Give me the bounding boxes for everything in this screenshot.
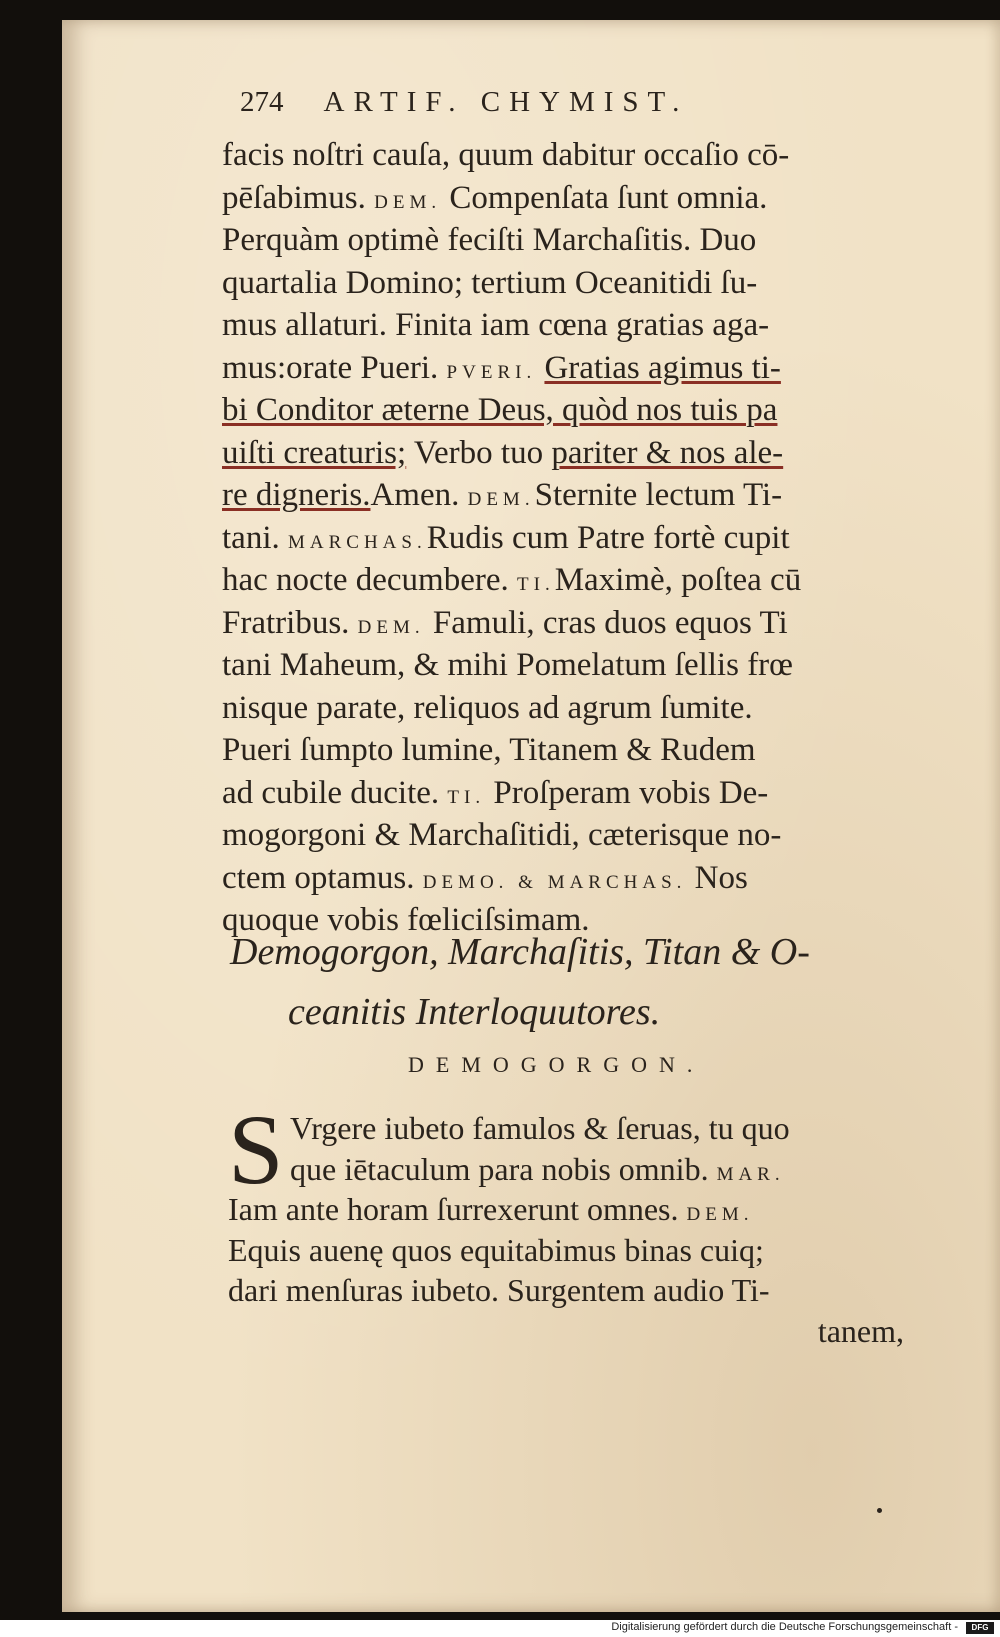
- underlined-text: bi Conditor æterne Deus, quòd nos tuis pa: [222, 392, 778, 428]
- text-run: Nos: [686, 859, 748, 896]
- speaker-abbreviation: DEM.: [374, 191, 442, 213]
- text-run: pēſabimus.: [222, 179, 375, 216]
- text-line: [222, 687, 902, 730]
- text-line: [222, 644, 902, 687]
- text-line: [222, 602, 902, 645]
- text-run: facis noſtri cauſa, quum dabitur occaſio cō-: [222, 137, 790, 173]
- text-run: mogorgoni & Marchaſitidi, cæterisque no-: [222, 817, 782, 853]
- text-line: [222, 389, 902, 432]
- text-run: quartalia Domino; tertium Oceanitidi ſu-: [222, 264, 758, 301]
- text-run: Famuli, cras duos equos Ti: [424, 604, 788, 641]
- text-run: Equis auenę quos equitabimus binas cuiq;: [228, 1231, 764, 1268]
- text-line: [222, 134, 902, 177]
- text-run: tani.: [222, 519, 288, 556]
- text-line: [222, 857, 902, 900]
- text-run: ctem optamus.: [222, 859, 423, 896]
- text-run: ad cubile ducite.: [222, 774, 448, 811]
- text-run: hac nocte decumbere.: [222, 562, 518, 598]
- text-line: [222, 347, 902, 390]
- dialogue-paragraph-2: [228, 1108, 918, 1351]
- text-run: Vrgere iubeto famulos & ſeruas, tu quo: [290, 1110, 790, 1146]
- speaker-abbreviation: DEMO. & MARCHAS.: [422, 871, 687, 893]
- text-run: mus:orate Pueri.: [222, 349, 447, 386]
- text-line: [222, 814, 902, 857]
- text-run: nisque parate, reliquos ad agrum ſumite.: [222, 689, 753, 726]
- speaker-abbreviation: MARCHAS.: [287, 531, 427, 553]
- underlined-text: re digneris.: [222, 477, 371, 513]
- speaker-abbreviation: DEM.: [686, 1204, 754, 1225]
- text-line: [228, 1270, 918, 1311]
- section-heading-line-1: Demogorgon, Marchaſitis, Titan & O-: [230, 931, 810, 973]
- speaker-abbreviation: TI.: [447, 786, 486, 808]
- speaker-abbreviation: PVERI.: [446, 361, 537, 383]
- text-line: [228, 1189, 918, 1230]
- text-line: [222, 559, 902, 602]
- text-line: [222, 219, 902, 262]
- text-run: tani Maheum, & mihi Pomelatum ſellis frœ: [222, 647, 794, 683]
- text-run: mus allaturi. Finita iam cœna gratias aga-: [222, 307, 770, 343]
- speaker-name: DEMOGORGON.: [408, 1052, 705, 1077]
- underlined-text: pariter & nos ale-: [551, 434, 784, 471]
- footer-credit: Digitalisierung gefördert durch die Deutsche Forschungsgemeinschaft -: [611, 1621, 958, 1633]
- ink-speck: [877, 1508, 882, 1513]
- text-line: [222, 517, 902, 560]
- text-line: [222, 729, 902, 772]
- underlined-text: Gratias agimus ti-: [544, 349, 781, 386]
- text-run: Pueri ſumpto lumine, Titanem & Rudem: [222, 732, 756, 768]
- speaker-abbreviation: TI.: [517, 574, 555, 595]
- speaker-abbreviation: DEM.: [467, 489, 535, 510]
- drop-capital: S: [228, 1094, 284, 1205]
- running-title: ARTIF. CHYMIST.: [323, 86, 689, 118]
- text-run: Perquàm optimè feciſti Marchaſitis. Duo: [222, 222, 757, 258]
- text-line: [222, 772, 902, 815]
- speaker-abbreviation: MAR.: [716, 1163, 785, 1185]
- text-line: [222, 304, 902, 347]
- section-heading-line-2: ceanitis Interloquutores.: [288, 991, 661, 1033]
- running-head: [240, 86, 688, 119]
- text-run: Iam ante horam ſurrexerunt omnes.: [228, 1191, 687, 1227]
- text-line: [222, 262, 902, 305]
- text-run: Compenſata ſunt omnia.: [441, 179, 768, 216]
- text-run: Amen.: [370, 477, 468, 513]
- text-run: Sternite lectum Ti-: [534, 477, 783, 513]
- text-line: [222, 432, 902, 475]
- text-run: dari menſuras iubeto. Surgentem audio Ti-: [228, 1272, 770, 1308]
- dialogue-paragraph: [222, 134, 902, 942]
- text-run: que iētaculum para nobis omnib.: [290, 1150, 717, 1187]
- text-run: quoque vobis fœliciſsimam.: [222, 902, 590, 938]
- text-run: Verbo tuo: [406, 434, 552, 471]
- text-line: [222, 177, 902, 220]
- text-run: Proſperam vobis De-: [485, 774, 769, 811]
- speaker-abbreviation: DEM.: [357, 616, 425, 638]
- text-run: Fratribus.: [222, 604, 358, 641]
- text-run: Rudis cum Patre fortè cupit: [426, 519, 790, 556]
- text-line: [228, 1230, 918, 1271]
- text-line: [222, 474, 902, 517]
- underlined-text: uiſti creaturis;: [222, 434, 407, 471]
- dfg-logo: DFG: [966, 1622, 994, 1634]
- catchword: tanem,: [817, 1312, 904, 1349]
- text-line: [228, 1108, 918, 1149]
- page-number: 274: [240, 86, 284, 118]
- section-heading: [230, 922, 910, 1042]
- text-line: [228, 1149, 918, 1190]
- text-run: Maximè, poſtea cū: [554, 562, 802, 598]
